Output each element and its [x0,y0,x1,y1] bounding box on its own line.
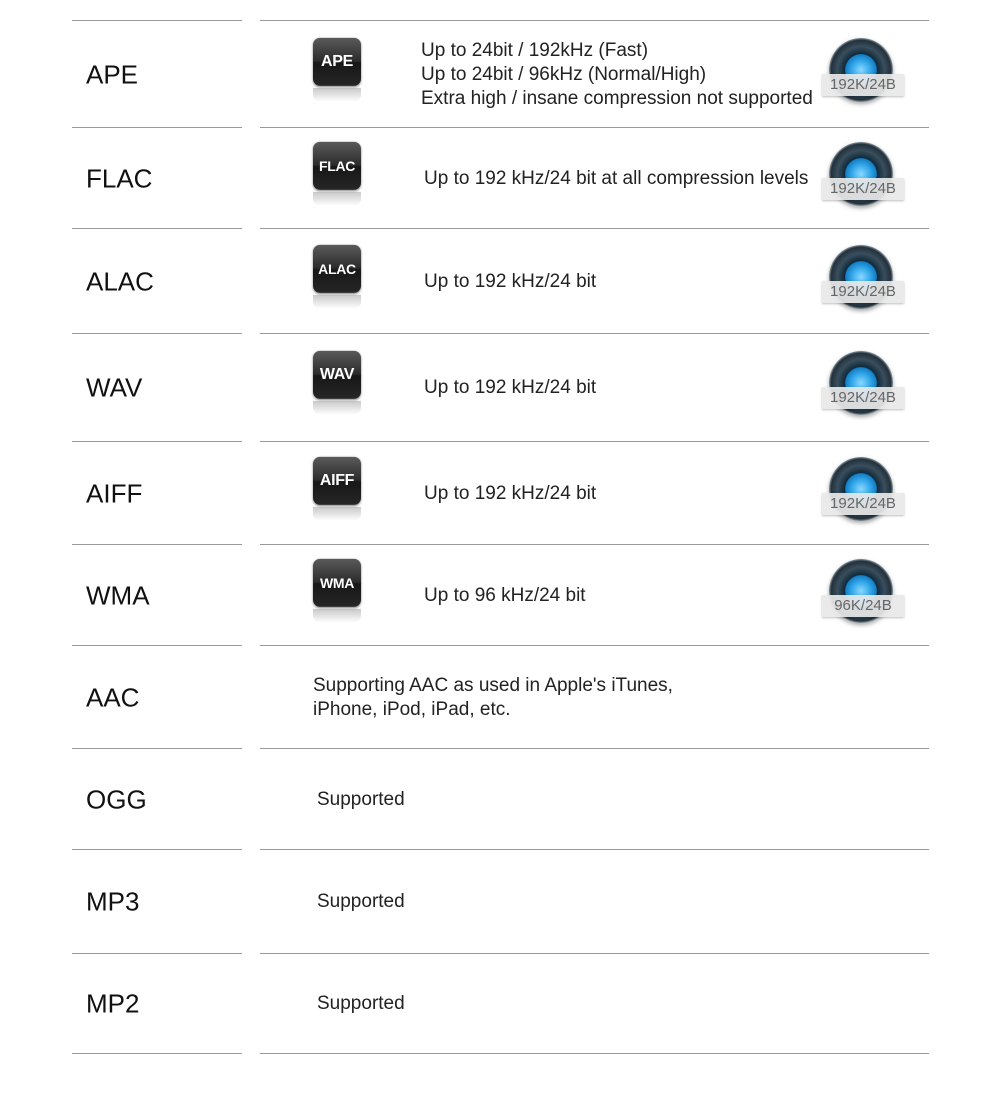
format-description [424,482,596,506]
format-icon-label: WMA [313,558,361,606]
format-icon [313,141,365,205]
description-line: Extra high / insane compression not supported [421,87,813,109]
format-description [424,270,596,294]
format-icon-label: AIFF [313,456,361,504]
hi-res-disc-icon [822,38,908,112]
badge-label: 192K/24B [822,74,904,96]
format-name: MP3 [86,886,140,917]
format-name: WAV [86,372,143,403]
format-row-ape [0,21,1000,128]
format-name: AAC [86,682,140,712]
format-row-mp3 [0,850,1000,954]
format-icon-label: WAV [313,351,361,399]
badge-label: 192K/24B [822,493,904,515]
description-line: Supported [317,993,405,1014]
badge-label: 192K/24B [822,387,904,409]
format-icon [313,456,365,520]
format-description [317,890,405,914]
format-row-alac [0,229,1000,334]
badge-label: 96K/24B [822,595,904,617]
format-name: APE [86,59,139,89]
format-icon [313,351,365,415]
row-divider [260,1053,929,1054]
format-description [421,39,813,111]
format-row-wma [0,545,1000,646]
format-description [424,167,808,191]
badge-label: 192K/24B [822,281,904,303]
icon-reflection [313,506,361,520]
hi-res-disc-icon [822,351,908,425]
description-line: Up to 192 kHz/24 bit [424,482,597,504]
description-line: Up to 96 kHz/24 bit [424,584,586,606]
icon-reflection [313,191,361,205]
format-row-aiff [0,442,1000,545]
hi-res-disc-icon [822,245,908,319]
format-description [317,992,405,1016]
format-icon-label: ALAC [313,244,361,292]
hi-res-disc-icon [822,142,908,216]
format-name: OGG [86,784,147,814]
description-line: Up to 192 kHz/24 bit [424,270,597,292]
format-row-aac [0,646,1000,749]
format-name: WMA [86,580,150,610]
format-icon [313,244,365,308]
description-line: Supporting AAC as used in Apple's iTunes, [313,674,673,696]
description-line: Up to 192 kHz/24 bit [424,377,597,398]
description-line: Up to 24bit / 96kHz (Normal/High) [421,63,707,85]
hi-res-disc-icon [822,457,908,531]
format-icon [313,37,365,101]
format-description [317,788,405,812]
format-description [313,674,673,722]
icon-reflection [313,87,361,101]
hi-res-disc-icon [822,559,908,633]
icon-reflection [313,294,361,308]
description-line: Supported [317,788,405,810]
format-description [424,376,596,400]
format-icon [313,558,365,622]
icon-reflection [313,608,361,622]
row-divider [72,1053,242,1054]
badge-label: 192K/24B [822,178,904,200]
format-description [424,584,586,608]
format-row-wav [0,334,1000,442]
description-line: iPhone, iPod, iPad, etc. [313,698,511,720]
description-line: Up to 192 kHz/24 bit at all compression levels [424,167,809,189]
format-row-ogg [0,749,1000,850]
format-icon-label: APE [313,37,361,85]
description-line: Supported [317,891,405,912]
format-name: ALAC [86,266,154,296]
format-name: FLAC [86,163,153,193]
format-row-mp2 [0,954,1000,1054]
format-icon-label: FLAC [313,141,361,189]
format-row-flac [0,128,1000,229]
description-line: Up to 24bit / 192kHz (Fast) [421,39,649,61]
format-name: MP2 [86,988,140,1019]
format-name: AIFF [86,478,143,508]
icon-reflection [313,401,361,415]
